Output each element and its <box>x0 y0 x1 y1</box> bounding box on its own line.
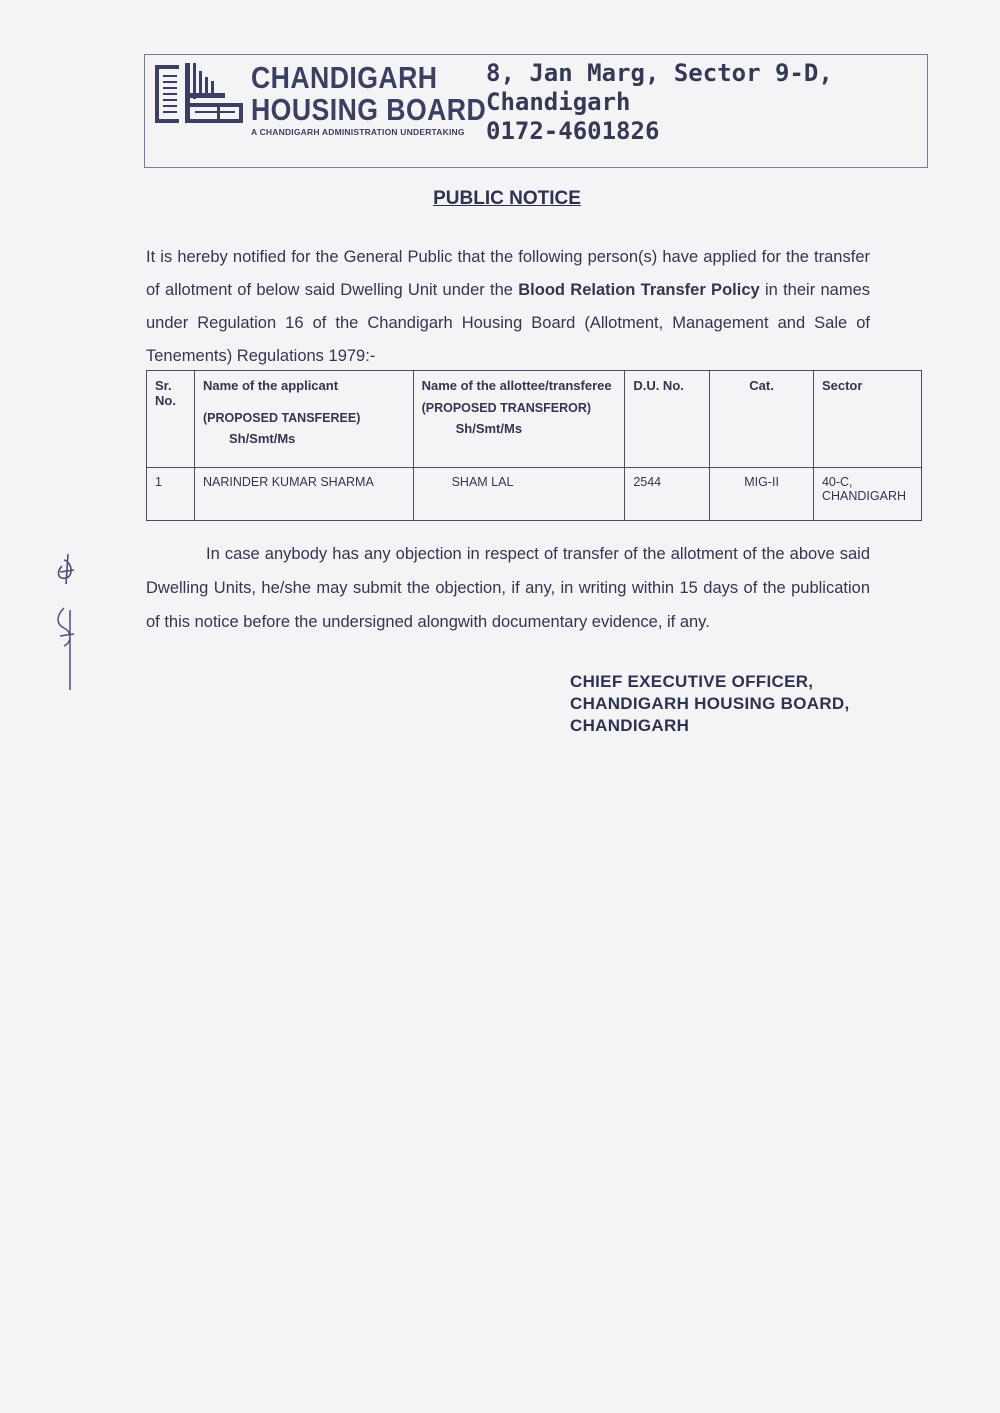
table-row <box>147 468 922 521</box>
header-du-no: D.U. No. <box>625 371 710 468</box>
notice-title: PUBLIC NOTICE <box>433 188 581 209</box>
address-line1: 8, Jan Marg, Sector 9-D, <box>486 59 833 87</box>
org-name-line1: CHANDIGARH <box>251 60 438 95</box>
header-allottee-label: Name of the allottee/transferee <box>421 378 612 393</box>
organization-name <box>251 61 524 137</box>
signature-line1: CHIEF EXECUTIVE OFFICER, <box>570 672 814 691</box>
cell-category: MIG-II <box>710 468 814 521</box>
letterhead <box>144 54 928 168</box>
header-category: Cat. <box>710 371 814 468</box>
chb-logo-icon <box>155 63 243 129</box>
address-line2: Chandigarh <box>486 88 631 116</box>
table-header-row <box>147 371 922 468</box>
signature-line3: CHANDIGARH <box>570 716 690 735</box>
header-applicant-label: Name of the applicant <box>202 378 339 393</box>
cell-sector: 40-C, CHANDIGARH <box>813 468 921 521</box>
header-applicant-sub: (PROPOSED TANSFEREE) <box>202 411 361 425</box>
intro-paragraph <box>146 241 870 373</box>
cell-applicant: NARINDER KUMAR SHARMA <box>194 468 413 521</box>
header-applicant <box>194 371 413 468</box>
intro-bold-policy: Blood Relation Transfer Policy <box>518 281 760 299</box>
signature-block <box>570 671 850 737</box>
header-sector: Sector <box>813 371 921 468</box>
cell-allottee: SHAM LAL <box>413 468 625 521</box>
header-sr-no: Sr. No. <box>147 371 195 468</box>
org-name-line2: HOUSING BOARD <box>251 92 487 127</box>
phone-number: 0172-4601826 <box>486 117 660 145</box>
cell-du-no: 2544 <box>625 468 710 521</box>
header-allottee-sub: (PROPOSED TRANSFEROR) <box>421 401 592 415</box>
signature-line2: CHANDIGARH HOUSING BOARD, <box>570 694 850 713</box>
intro-text-part2: in their names under Regulation 16 of the Chandigarh Housing Board (Allotment, Management and Sale of Tenements) Regulations 1979:- <box>146 281 870 365</box>
org-tagline: A CHANDIGARH ADMINISTRATION UNDERTAKING <box>251 127 465 137</box>
cell-sr-no: 1 <box>147 468 195 521</box>
handwritten-initials <box>52 550 88 695</box>
header-allottee <box>413 371 625 468</box>
address-block <box>486 59 833 146</box>
applicant-table <box>146 370 922 521</box>
header-applicant-sub2: Sh/Smt/Ms <box>228 431 296 446</box>
header-allottee-sub2: Sh/Smt/Ms <box>455 421 523 436</box>
intro-text-part1: It is hereby notified for the General Public that the following person(s) have applied for the transfer of allotment of below said Dwelling Unit under the <box>146 248 870 299</box>
objection-paragraph: In case anybody has any objection in respect of transfer of the allotment of the above said Dwelling Units, he/she may submit the objection, if any, in writing within 15 days of the publication of this notice before the undersigned alongwith documentary evidence, if any. <box>146 545 870 631</box>
